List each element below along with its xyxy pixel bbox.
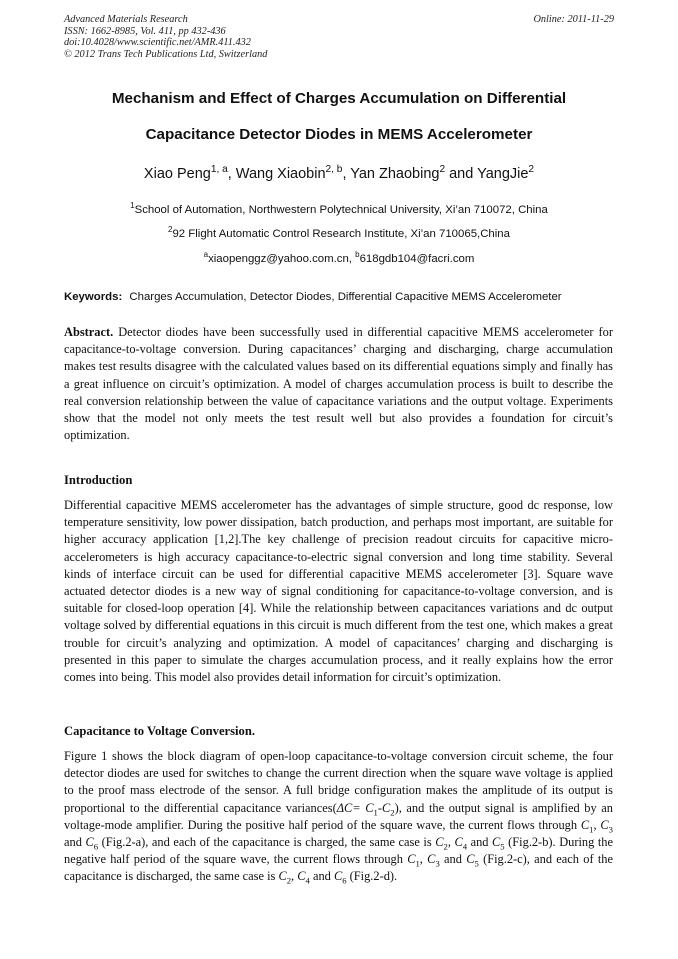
copyright-line: © 2012 Trans Tech Publications Ltd, Switzerland bbox=[64, 48, 268, 60]
math-subscript: 3 bbox=[608, 824, 613, 835]
math-subscript: 2 bbox=[390, 807, 395, 818]
keywords-label: Keywords: bbox=[64, 291, 123, 303]
email-mark: b bbox=[355, 250, 360, 260]
math-text: C bbox=[278, 869, 287, 884]
author-separator: , bbox=[342, 166, 351, 182]
math-subscript: 1 bbox=[589, 824, 594, 835]
body-text: and bbox=[467, 835, 493, 850]
author-separator: and bbox=[445, 166, 478, 182]
abstract-text: Detector diodes have been successfully used in differential capacitive MEMS accelerometer for capacitance-to-voltage conversion. During capacitances’ charging and discharging, charge accumulation makes test results disagree with the calculated values based on its differential equations simply and finally has a great influence on circuit’s optimization. A model of charges accumulation process is built to describe the real conversion relationship between the value of capacitance variations and the output voltage. Experiments show that the model not only meets the test result well but also provides a foundation for circuit’s optimization. bbox=[64, 325, 613, 443]
math-subscript: 2 bbox=[443, 841, 448, 852]
math-text: C bbox=[492, 835, 501, 850]
math-subscript: 6 bbox=[342, 875, 347, 886]
body-text: and bbox=[309, 869, 334, 884]
affiliation-text: 92 Flight Automatic Control Research Institute, Xi’an 710065,China bbox=[172, 228, 510, 240]
body-text: (Fig.2-c), and each of the capacitance is discharged, the same case is bbox=[64, 852, 613, 884]
paper-title-line-1: Mechanism and Effect of Charges Accumulation on Differential bbox=[111, 90, 567, 107]
author-affiliation-mark: 1, a bbox=[210, 164, 228, 176]
math-text: C bbox=[333, 869, 343, 884]
author-list bbox=[40, 166, 638, 182]
affiliation-2 bbox=[40, 225, 638, 240]
email-b[interactable]: 618gdb104@facri.com bbox=[359, 253, 475, 265]
math-text: -C bbox=[377, 800, 391, 815]
introduction-paragraph: Differential capacitive MEMS accelerometer has the advantages of simple structure, good dc response, low temperature sensitivity, low power dissipation, batch production, and perhaps most important, are suitable for higher accuracy application [1,2].The key challenge of precision readout circuits for capacitive micro-accelerometers is high accuracy capacitance-to-electric signal conversion and long time stability. Several kinds of interface circuit can be used for differential capacitive MEMS accelerometer [3]. Square wave actuated detector diodes is a new way of signal conditioning for capacitance-to-voltage conversion, and is suitable for closed-loop operation [4]. While the relationship between capacitances variations and dc output voltage solved by differential equations in this circuit is much different from the test one, which makes a great trouble for circuit’s analyzing and optimization. A model of capacitances’ charging and discharging is presented in this paper to simulate the charges accumulation process, and it really explains how the error comes into being. This model also provides detail information for circuit’s optimization. bbox=[64, 498, 613, 685]
body-text: and bbox=[64, 835, 86, 850]
author-name: Yan Zhaobing bbox=[350, 166, 440, 182]
author-name: Wang Xiaobin bbox=[235, 166, 326, 182]
page-header bbox=[64, 14, 614, 60]
author-affiliation-mark: 2 bbox=[439, 164, 446, 176]
affiliation-mark: 1 bbox=[130, 201, 135, 211]
keywords-line bbox=[64, 291, 624, 303]
math-subscript: 5 bbox=[474, 858, 479, 869]
author-name: Xiao Peng bbox=[143, 166, 211, 182]
introduction-heading: Introduction bbox=[64, 473, 133, 487]
math-text: C bbox=[297, 869, 306, 884]
math-text: ΔC= C bbox=[336, 800, 374, 815]
paper-title-line-2: Capacitance Detector Diodes in MEMS Accelerometer bbox=[145, 126, 533, 143]
math-subscript: 4 bbox=[462, 841, 468, 852]
math-text: C bbox=[600, 817, 609, 832]
body-text: , bbox=[291, 869, 298, 884]
author-affiliation-mark: 2 bbox=[528, 164, 535, 176]
keywords-text: Charges Accumulation, Detector Diodes, Differential Capacitive MEMS Accelerometer bbox=[129, 291, 562, 303]
body-text: (Fig.2-d). bbox=[346, 869, 398, 884]
body-text: (Fig.2-a), and each of the capacitance is charged, the same case is bbox=[98, 835, 436, 850]
math-subscript: 5 bbox=[500, 841, 505, 852]
body-text: ), and the output signal is amplified by an voltage-mode amplifier. During the positive half period of the square wave, the current flows through bbox=[64, 800, 613, 832]
author-separator: , bbox=[227, 166, 236, 182]
capacitance-heading: Capacitance to Voltage Conversion. bbox=[64, 724, 255, 738]
body-text: Figure 1 shows the block diagram of open-loop capacitance-to-voltage conversion circuit scheme, the four detector diodes are used for switches to change the current direction when the square wave voltage is applied to the proof mass electrode of the sensor. A full bridge configuration makes the amplitude of its output is proportional to the differential capacitance variances( bbox=[64, 749, 613, 815]
issn-line: ISSN: 1662-8985, Vol. 411, pp 432-436 bbox=[64, 25, 226, 37]
math-text: C bbox=[407, 852, 416, 867]
math-subscript: 3 bbox=[435, 858, 440, 869]
affiliation-mark: 2 bbox=[168, 225, 173, 235]
author-affiliation-mark: 2, b bbox=[325, 164, 343, 176]
body-text: , bbox=[593, 817, 601, 832]
math-subscript: 4 bbox=[305, 875, 310, 886]
capacitance-paragraph bbox=[64, 748, 613, 886]
body-text: , bbox=[419, 852, 428, 867]
author-name: YangJie bbox=[477, 166, 529, 182]
math-text: C bbox=[580, 817, 590, 832]
math-subscript: 1 bbox=[373, 807, 378, 818]
abstract-paragraph bbox=[64, 324, 613, 444]
email-line bbox=[40, 250, 638, 265]
math-text: C bbox=[435, 835, 444, 850]
affiliation-1 bbox=[40, 201, 638, 216]
body-text: , bbox=[447, 835, 455, 850]
body-text: and bbox=[439, 852, 467, 867]
affiliation-text: School of Automation, Northwestern Polytechnical University, Xi’an 710072, China bbox=[134, 204, 548, 216]
abstract-label: Abstract. bbox=[64, 325, 114, 339]
email-a[interactable]: xiaopenggz@yahoo.com.cn, bbox=[208, 253, 356, 265]
math-text: C bbox=[427, 852, 436, 867]
math-text: C bbox=[85, 835, 94, 850]
math-text: C bbox=[466, 852, 475, 867]
math-subscript: 2 bbox=[286, 875, 292, 886]
math-text: C bbox=[454, 835, 463, 850]
online-date: Online: 2011-11-29 bbox=[533, 14, 614, 25]
math-subscript: 6 bbox=[93, 841, 99, 852]
math-subscript: 1 bbox=[415, 858, 420, 869]
journal-name: Advanced Materials Research bbox=[64, 14, 188, 25]
doi-line: doi:10.4028/www.scientific.net/AMR.411.432 bbox=[64, 37, 251, 49]
body-text: (Fig.2-b). During the negative half period of the square wave, the current flows through bbox=[64, 835, 613, 867]
email-mark: a bbox=[203, 250, 209, 260]
